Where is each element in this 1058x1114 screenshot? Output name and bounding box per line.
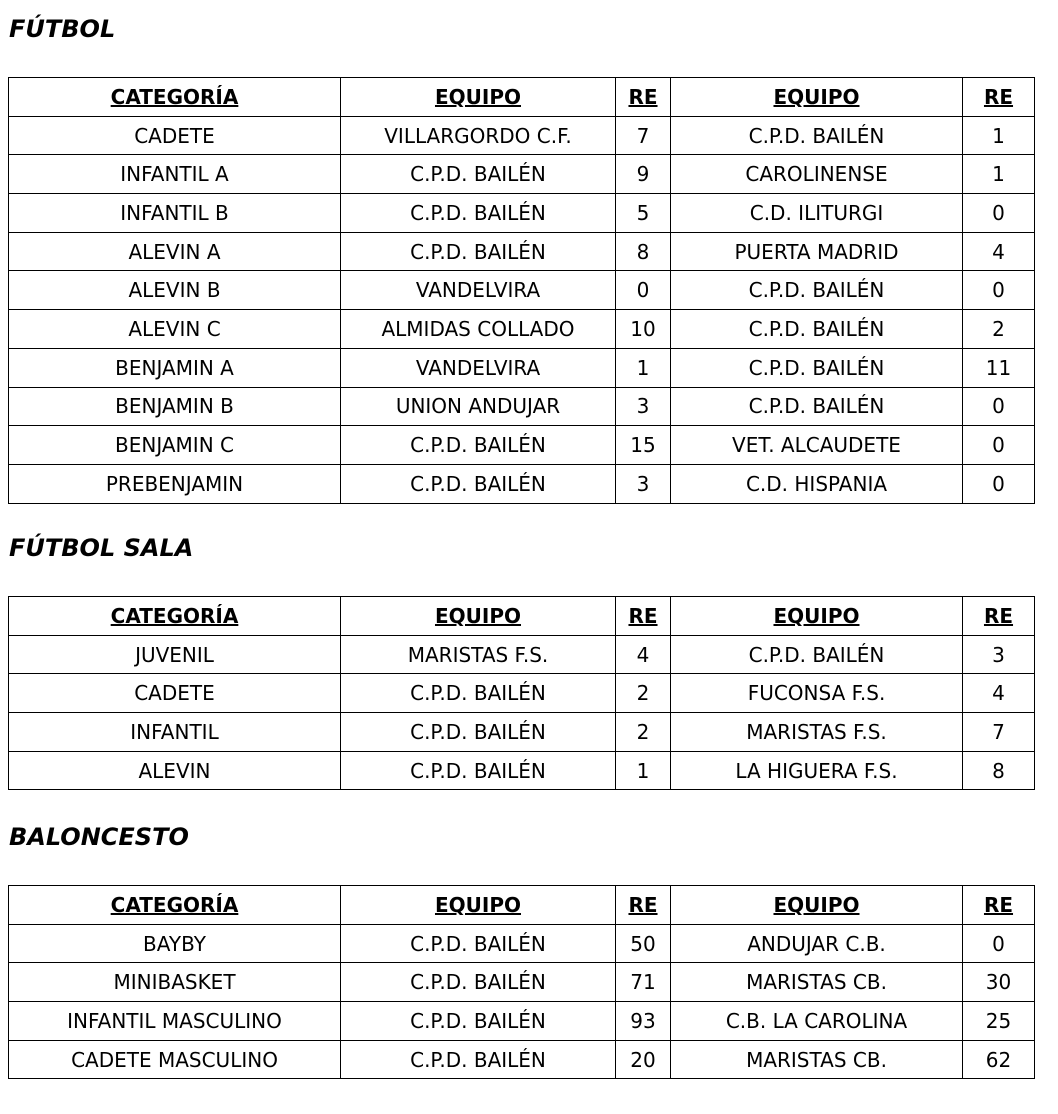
header-row — [9, 597, 1035, 636]
table-cell: C.P.D. BAILÉN — [341, 963, 616, 1002]
table-cell: C.P.D. BAILÉN — [671, 271, 963, 310]
table-cell: 0 — [616, 271, 671, 310]
table-cell: CADETE — [9, 674, 341, 713]
table-cell: MINIBASKET — [9, 963, 341, 1002]
table-cell: C.P.D. BAILÉN — [341, 924, 616, 963]
table-row — [9, 271, 1035, 310]
table-cell: C.B. LA CAROLINA — [671, 1002, 963, 1041]
table-cell: 0 — [963, 464, 1035, 503]
table-cell: C.P.D. BAILÉN — [341, 1002, 616, 1041]
table-cell: INFANTIL MASCULINO — [9, 1002, 341, 1041]
table-cell: 50 — [616, 924, 671, 963]
table-cell: 1 — [963, 155, 1035, 194]
table-cell: 0 — [963, 426, 1035, 465]
table-cell: CADETE MASCULINO — [9, 1040, 341, 1079]
column-header: EQUIPO — [671, 886, 963, 925]
header-row — [9, 78, 1035, 117]
table-cell: 1 — [616, 348, 671, 387]
table-cell: C.P.D. BAILÉN — [341, 426, 616, 465]
table-cell: C.P.D. BAILÉN — [341, 155, 616, 194]
table-row — [9, 1002, 1035, 1041]
column-header: EQUIPO — [671, 78, 963, 117]
table-cell: 25 — [963, 1002, 1035, 1041]
table-cell: 2 — [616, 713, 671, 752]
table-cell: C.P.D. BAILÉN — [671, 348, 963, 387]
table-row — [9, 674, 1035, 713]
table-cell: VILLARGORDO C.F. — [341, 116, 616, 155]
table-cell: 15 — [616, 426, 671, 465]
column-header: RE — [616, 78, 671, 117]
table-row — [9, 635, 1035, 674]
table-cell: INFANTIL — [9, 713, 341, 752]
table-cell: INFANTIL A — [9, 155, 341, 194]
table-cell: 71 — [616, 963, 671, 1002]
table-cell: UNION ANDUJAR — [341, 387, 616, 426]
section-title: FÚTBOL — [9, 15, 116, 43]
table-cell: 2 — [616, 674, 671, 713]
table-cell: 3 — [616, 464, 671, 503]
table-row — [9, 713, 1035, 752]
column-header: RE — [963, 886, 1035, 925]
table-cell: 0 — [963, 387, 1035, 426]
column-header: EQUIPO — [341, 78, 616, 117]
table-cell: PREBENJAMIN — [9, 464, 341, 503]
table-cell: 30 — [963, 963, 1035, 1002]
column-header: EQUIPO — [341, 886, 616, 925]
table-cell: 2 — [963, 310, 1035, 349]
column-header: CATEGORÍA — [9, 78, 341, 117]
table-cell: VET. ALCAUDETE — [671, 426, 963, 465]
section-2 — [8, 808, 1035, 1079]
table-cell: 93 — [616, 1002, 671, 1041]
column-header: RE — [963, 78, 1035, 117]
table-cell: C.D. HISPANIA — [671, 464, 963, 503]
section-title: FÚTBOL SALA — [9, 534, 194, 562]
table-cell: 8 — [963, 751, 1035, 790]
table-cell: PUERTA MADRID — [671, 232, 963, 271]
results-table — [8, 77, 1035, 504]
column-header: CATEGORÍA — [9, 597, 341, 636]
table-row — [9, 1040, 1035, 1079]
table-cell: C.P.D. BAILÉN — [341, 194, 616, 233]
table-cell: 0 — [963, 271, 1035, 310]
table-cell: C.P.D. BAILÉN — [341, 1040, 616, 1079]
table-cell: 4 — [616, 635, 671, 674]
table-row — [9, 426, 1035, 465]
table-row — [9, 751, 1035, 790]
table-cell: 4 — [963, 232, 1035, 271]
table-cell: BENJAMIN B — [9, 387, 341, 426]
column-header: CATEGORÍA — [9, 886, 341, 925]
table-cell: 1 — [616, 751, 671, 790]
results-table — [8, 596, 1035, 790]
table-cell: LA HIGUERA F.S. — [671, 751, 963, 790]
table-cell: C.D. ILITURGI — [671, 194, 963, 233]
table-cell: 5 — [616, 194, 671, 233]
table-row — [9, 464, 1035, 503]
section-title: BALONCESTO — [9, 823, 189, 851]
table-cell: C.P.D. BAILÉN — [341, 713, 616, 752]
table-row — [9, 232, 1035, 271]
table-cell: C.P.D. BAILÉN — [671, 635, 963, 674]
table-cell: C.P.D. BAILÉN — [671, 116, 963, 155]
table-cell: C.P.D. BAILÉN — [341, 751, 616, 790]
table-cell: VANDELVIRA — [341, 348, 616, 387]
table-cell: 9 — [616, 155, 671, 194]
table-row — [9, 310, 1035, 349]
table-cell: MARISTAS CB. — [671, 1040, 963, 1079]
table-cell: 3 — [616, 387, 671, 426]
table-cell: ALEVIN C — [9, 310, 341, 349]
results-table — [8, 885, 1035, 1079]
table-cell: 0 — [963, 194, 1035, 233]
table-cell: JUVENIL — [9, 635, 341, 674]
table-cell: BAYBY — [9, 924, 341, 963]
column-header: RE — [963, 597, 1035, 636]
column-header: EQUIPO — [341, 597, 616, 636]
table-cell: CAROLINENSE — [671, 155, 963, 194]
table-cell: MARISTAS CB. — [671, 963, 963, 1002]
table-cell: 3 — [963, 635, 1035, 674]
table-cell: ANDUJAR C.B. — [671, 924, 963, 963]
section-1 — [8, 519, 1035, 790]
table-cell: INFANTIL B — [9, 194, 341, 233]
table-cell: 7 — [963, 713, 1035, 752]
table-cell: BENJAMIN C — [9, 426, 341, 465]
table-row — [9, 387, 1035, 426]
table-cell: 7 — [616, 116, 671, 155]
header-row — [9, 886, 1035, 925]
table-cell: C.P.D. BAILÉN — [341, 674, 616, 713]
column-header: EQUIPO — [671, 597, 963, 636]
column-header: RE — [616, 886, 671, 925]
table-row — [9, 155, 1035, 194]
table-cell: 20 — [616, 1040, 671, 1079]
table-cell: ALEVIN — [9, 751, 341, 790]
table-cell: C.P.D. BAILÉN — [671, 310, 963, 349]
table-cell: 0 — [963, 924, 1035, 963]
table-cell: 1 — [963, 116, 1035, 155]
table-cell: MARISTAS F.S. — [671, 713, 963, 752]
table-cell: C.P.D. BAILÉN — [671, 387, 963, 426]
table-cell: ALEVIN A — [9, 232, 341, 271]
table-cell: 8 — [616, 232, 671, 271]
table-cell: CADETE — [9, 116, 341, 155]
table-cell: BENJAMIN A — [9, 348, 341, 387]
table-cell: MARISTAS F.S. — [341, 635, 616, 674]
table-cell: 4 — [963, 674, 1035, 713]
table-row — [9, 924, 1035, 963]
table-cell: C.P.D. BAILÉN — [341, 464, 616, 503]
table-row — [9, 963, 1035, 1002]
table-cell: VANDELVIRA — [341, 271, 616, 310]
table-cell: C.P.D. BAILÉN — [341, 232, 616, 271]
table-cell: 10 — [616, 310, 671, 349]
table-row — [9, 116, 1035, 155]
table-row — [9, 194, 1035, 233]
table-cell: FUCONSA F.S. — [671, 674, 963, 713]
table-cell: 62 — [963, 1040, 1035, 1079]
column-header: RE — [616, 597, 671, 636]
table-cell: ALEVIN B — [9, 271, 341, 310]
table-row — [9, 348, 1035, 387]
table-cell: ALMIDAS COLLADO — [341, 310, 616, 349]
section-0 — [8, 0, 1035, 504]
table-cell: 11 — [963, 348, 1035, 387]
